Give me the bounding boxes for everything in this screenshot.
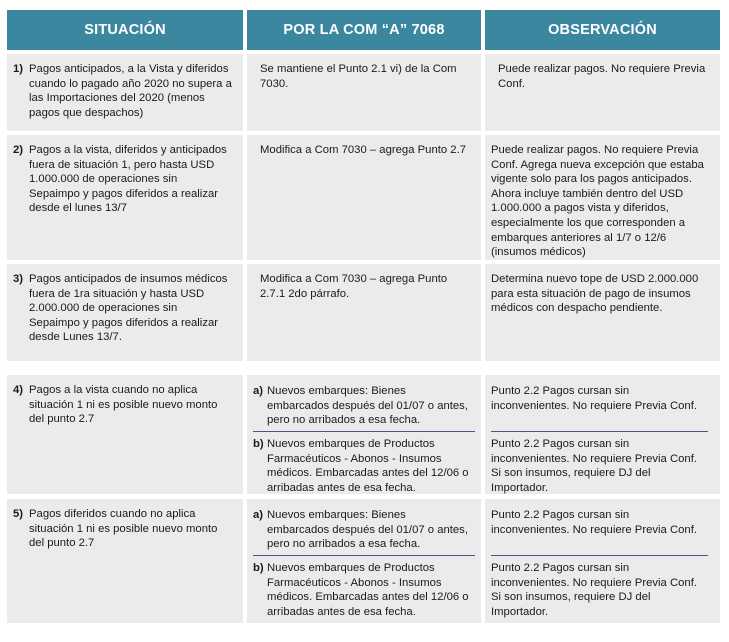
observacion-cell <box>485 135 720 260</box>
observacion-cell <box>485 375 720 494</box>
table-row <box>7 375 720 494</box>
com-cell <box>247 135 481 260</box>
situacion-cell <box>7 54 243 131</box>
sub-text: Nuevos embarques de Productos Farmacéuticos - Abonos - Insumos médicos. Embarcadas antes del 12/06 o arribadas antes de esa fecha. <box>267 438 469 494</box>
header-com-a-7068: POR LA COM “A” 7068 <box>247 10 481 50</box>
sub-letter: b) <box>253 562 264 574</box>
divider <box>491 555 708 556</box>
row-number: 4) <box>13 384 24 396</box>
sub-letter: b) <box>253 438 264 450</box>
situacion-cell <box>7 499 243 623</box>
com-cell <box>247 375 481 494</box>
header-observacion: OBSERVACIÓN <box>485 10 720 50</box>
observacion-text: Determina nuevo tope de USD 2.000.000 para esta situación de pago de insumos médicos con despacho pendiente. <box>491 273 699 315</box>
sub-text: Nuevos embarques: Bienes embarcados después del 01/07 o antes, pero no arribados a esa fecha. <box>267 509 468 551</box>
situacion-cell <box>7 264 243 361</box>
observacion-cell <box>485 499 720 623</box>
sub-text: Nuevos embarques: Bienes embarcados después del 01/07 o antes, pero no arribados a esa fecha. <box>267 385 468 427</box>
row-number: 2) <box>13 144 24 156</box>
observacion-text: Puede realizar pagos. No requiere Previa Conf. <box>498 63 706 90</box>
situacion-text: Pagos anticipados, a la Vista y diferidos cuando lo pagado año 2020 no supera a las Importaciones del 2020 (menos pagos que despachos) <box>29 63 232 119</box>
situacion-text: Pagos a la vista, diferidos y anticipados fuera de situación 1, pero hasta USD 1.000.000 de operaciones sin Sepaimpo y pagos diferidos a realizar desde el lunes 13/7 <box>29 144 227 215</box>
table-row <box>7 264 720 361</box>
observacion-text: Punto 2.2 Pagos cursan sin inconvenientes. No requiere Previa Conf. Si son insumos, requiere DJ del Importador. <box>491 562 697 618</box>
observacion-cell <box>485 264 720 361</box>
com-text: Modifica a Com 7030 – agrega Punto 2.7.1 2do párrafo. <box>260 273 448 300</box>
table-row <box>7 54 720 131</box>
situacion-text: Pagos anticipados de insumos médicos fuera de 1ra situación y hasta USD 2.000.000 de operaciones sin Sepaimpo y pagos diferidos a realizar desde Lunes 13/7. <box>29 273 228 344</box>
situacion-text: Pagos a la vista cuando no aplica situación 1 ni es posible nuevo monto del punto 2.7 <box>29 384 218 426</box>
observacion-text: Punto 2.2 Pagos cursan sin inconvenientes. No requiere Previa Conf. <box>491 509 697 536</box>
observacion-cell <box>485 54 720 131</box>
situacion-cell <box>7 375 243 494</box>
com-cell <box>247 54 481 131</box>
row-number: 3) <box>13 273 24 285</box>
observacion-text: Punto 2.2 Pagos cursan sin inconvenientes. No requiere Previa Conf. Si son insumos, requiere DJ del Importador. <box>491 438 697 494</box>
divider <box>491 431 708 432</box>
com-cell <box>247 264 481 361</box>
com-cell <box>247 499 481 623</box>
sub-letter: a) <box>253 509 264 521</box>
divider <box>253 555 475 556</box>
sub-letter: a) <box>253 385 264 397</box>
table-row <box>7 135 720 260</box>
divider <box>253 431 475 432</box>
row-number: 1) <box>13 63 24 75</box>
header-situacion: SITUACIÓN <box>7 10 243 50</box>
row-number: 5) <box>13 508 24 520</box>
com-text: Se mantiene el Punto 2.1 vi) de la Com 7030. <box>260 63 457 90</box>
situacion-cell <box>7 135 243 260</box>
com-text: Modifica a Com 7030 – agrega Punto 2.7 <box>260 144 466 156</box>
observacion-text: Puede realizar pagos. No requiere Previa Conf. Agrega nueva excepción que estaba vigente solo para los pagos anticipados. Ahora incluye también dentro del USD 1.000.000 a pagos vista y diferidos, especialmente los que corresponden a embarques anteriores al 1/7 o 12/6 (insumos médicos) <box>491 144 704 259</box>
situacion-text: Pagos diferidos cuando no aplica situación 1 ni es posible nuevo monto del punto 2.7 <box>29 508 218 550</box>
observacion-text: Punto 2.2 Pagos cursan sin inconvenientes. No requiere Previa Conf. <box>491 385 697 412</box>
table-row <box>7 499 720 623</box>
sub-text: Nuevos embarques de Productos Farmacéuticos - Abonos - Insumos médicos. Embarcadas antes del 12/06 o arribadas antes de esa fecha. <box>267 562 469 618</box>
